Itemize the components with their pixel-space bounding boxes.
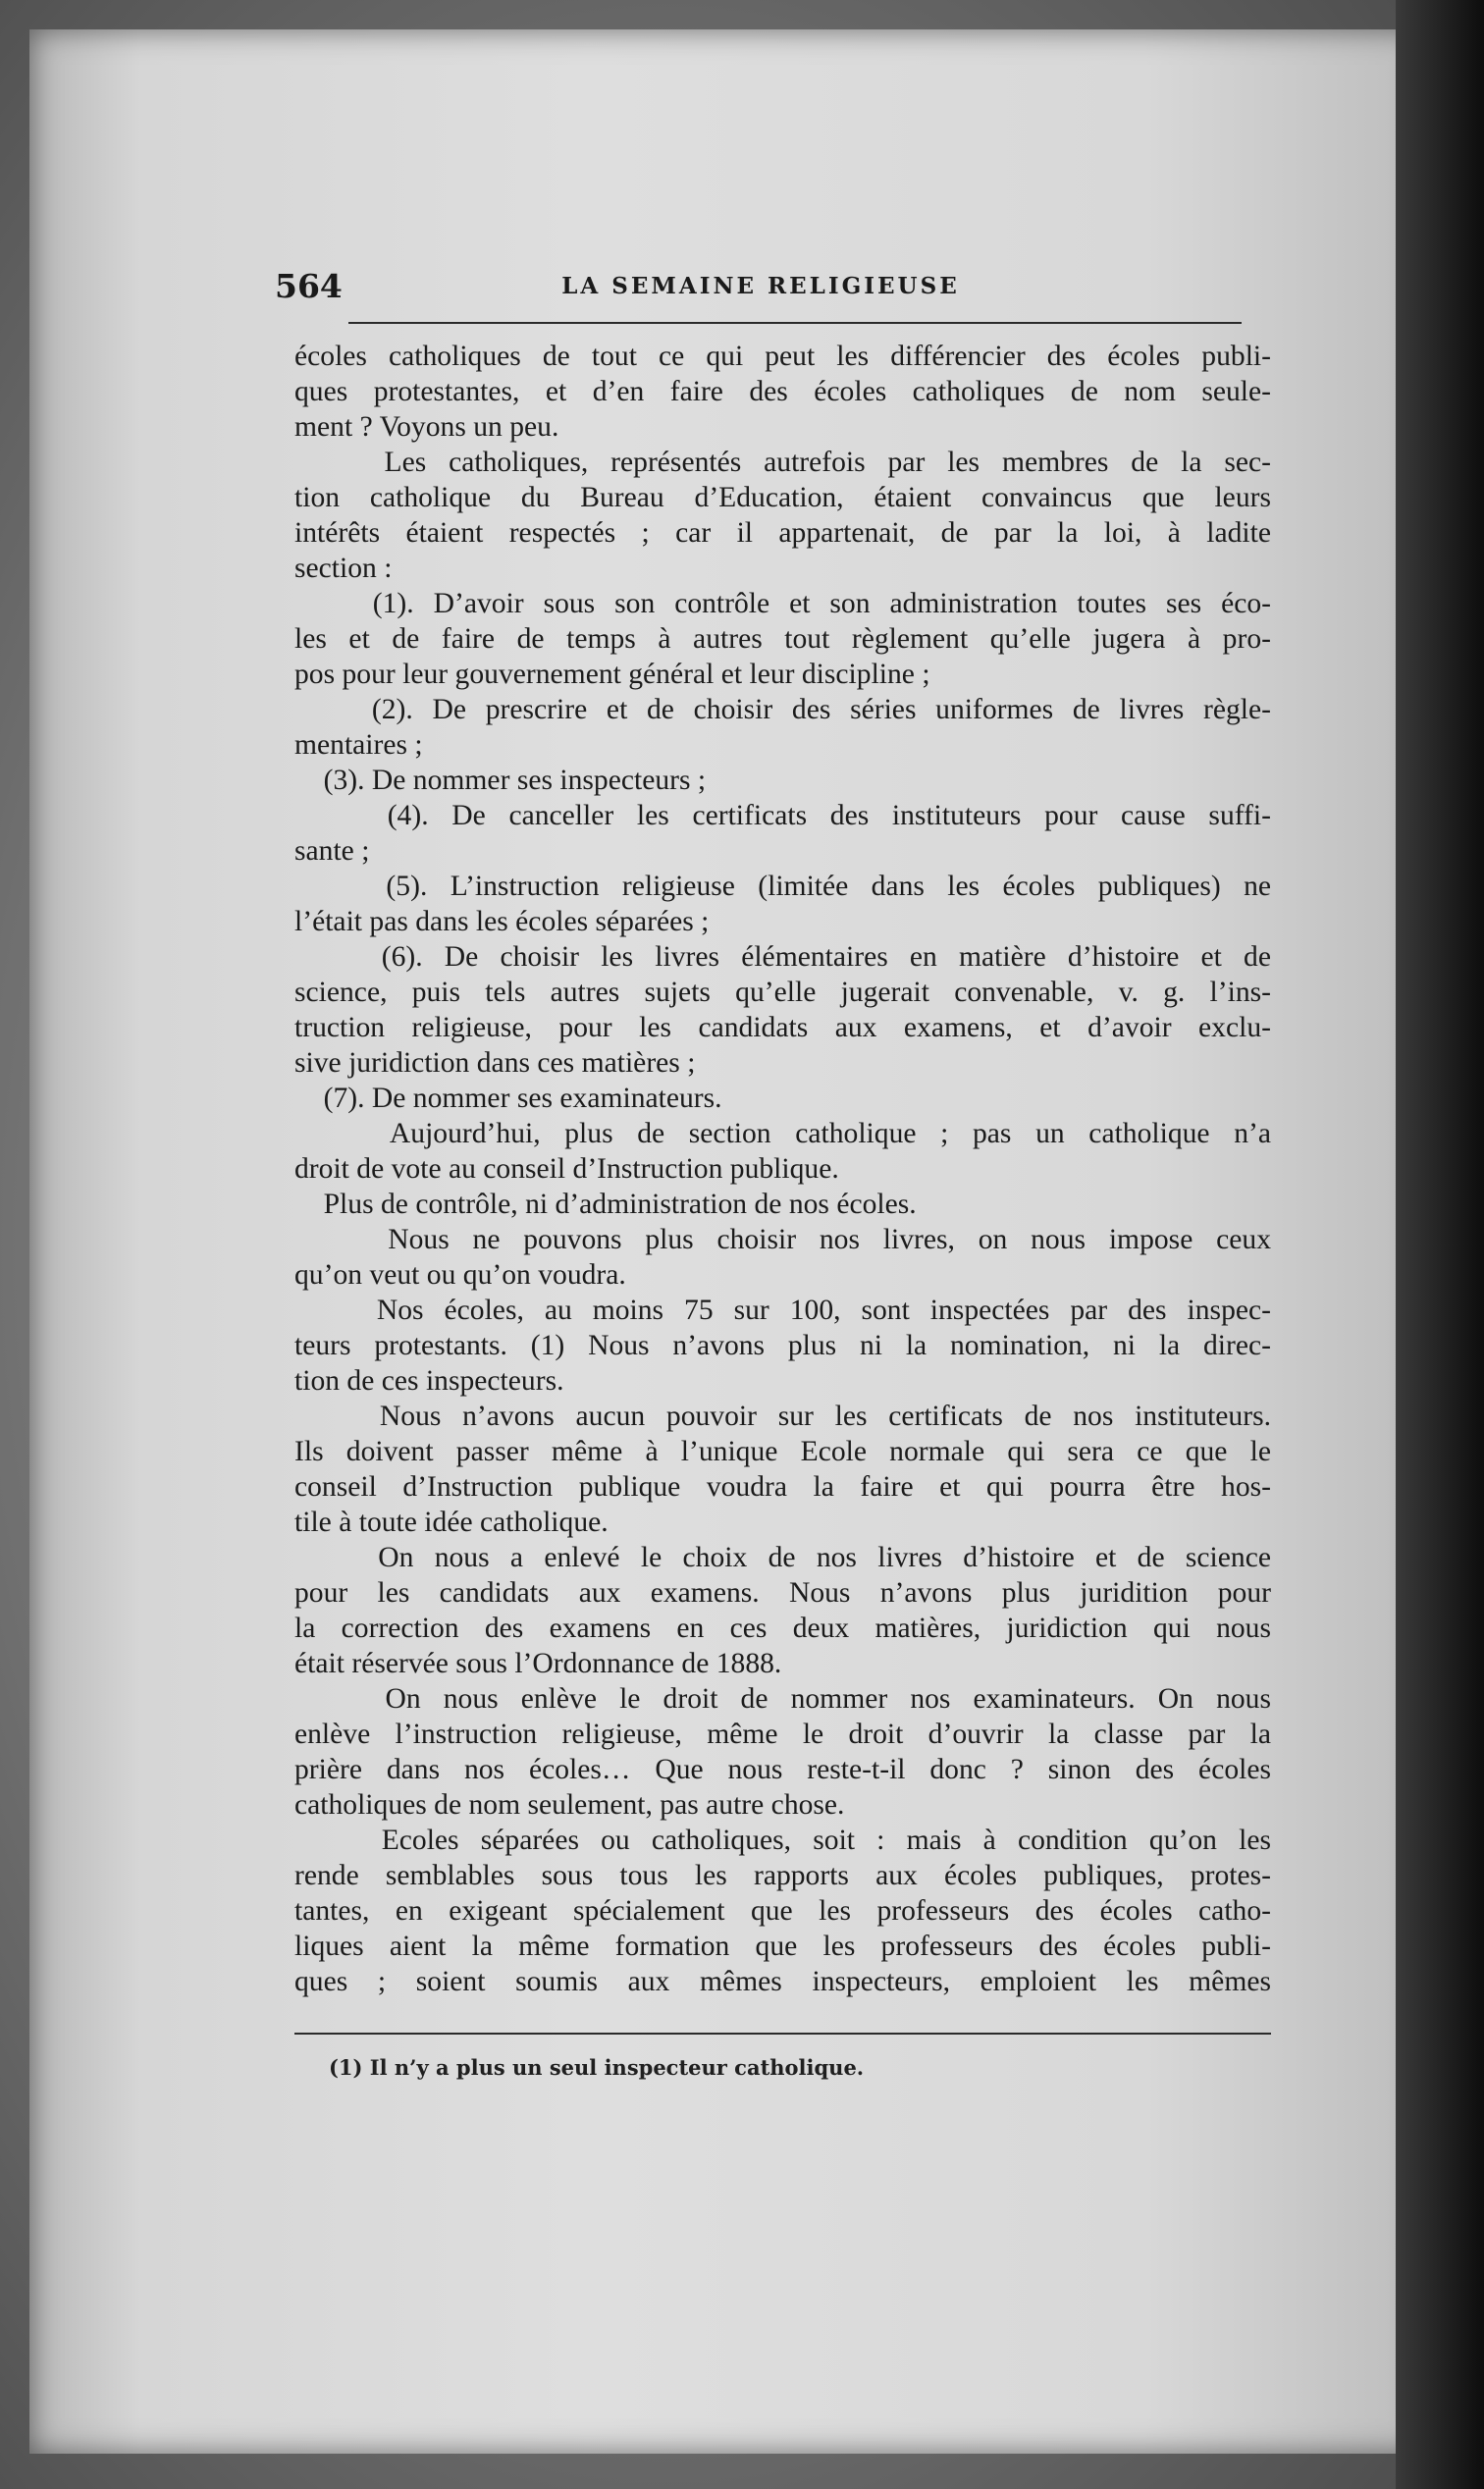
text-line: mentaires ; bbox=[294, 729, 423, 761]
page-header bbox=[275, 267, 1246, 306]
text-line: (5). L’instruction religieuse (limitée dans les écoles publiques) ne bbox=[294, 871, 1271, 902]
text-line: section : bbox=[294, 553, 393, 584]
text-line: tion de ces inspecteurs. bbox=[294, 1365, 564, 1397]
text-line: conseil d’Instruction publique voudra la faire et qui pourra être hos- bbox=[294, 1471, 1271, 1503]
footnote-rule bbox=[294, 2033, 1271, 2035]
text-line: Nos écoles, au moins 75 sur 100, sont inspectées par des inspec- bbox=[294, 1295, 1271, 1326]
text-line: ques protestantes, et d’en faire des écoles catholiques de nom seule- bbox=[294, 376, 1271, 407]
footnote: (1) Il n’y a plus un seul inspecteur catholique. bbox=[329, 2055, 865, 2080]
text-line: catholiques de nom seulement, pas autre chose. bbox=[294, 1789, 845, 1821]
text-line: tile à toute idée catholique. bbox=[294, 1507, 609, 1538]
text-line: tantes, en exigeant spécialement que les professeurs des écoles catho- bbox=[294, 1895, 1271, 1927]
text-line: science, puis tels autres sujets qu’elle jugerait convenable, v. g. l’ins- bbox=[294, 977, 1271, 1008]
text-line: écoles catholiques de tout ce qui peut les différencier des écoles publi- bbox=[294, 341, 1271, 372]
text-line: droit de vote au conseil d’Instruction publique. bbox=[294, 1153, 839, 1185]
text-line: Plus de contrôle, ni d’administration de nos écoles. bbox=[294, 1189, 917, 1220]
text-line: Les catholiques, représentés autrefois par les membres de la sec- bbox=[294, 447, 1271, 478]
text-line: tion catholique du Bureau d’Education, étaient convaincus que leurs bbox=[294, 482, 1271, 513]
text-line: sante ; bbox=[294, 835, 370, 867]
text-line: pos pour leur gouvernement général et leur discipline ; bbox=[294, 659, 930, 690]
text-line: prière dans nos écoles… Que nous reste-t-il donc ? sinon des écoles bbox=[294, 1754, 1271, 1785]
text-line: (4). De canceller les certificats des instituteurs pour cause suffi- bbox=[294, 800, 1271, 831]
text-line: rende semblables sous tous les rapports aux écoles publiques, protes- bbox=[294, 1860, 1271, 1891]
text-line: enlève l’instruction religieuse, même le droit d’ouvrir la classe par la bbox=[294, 1719, 1271, 1750]
page-number: 564 bbox=[275, 267, 343, 305]
text-line: (6). De choisir les livres élémentaires en matière d’histoire et de bbox=[294, 941, 1271, 973]
gutter-shadow bbox=[1396, 0, 1484, 2489]
text-line: (1). D’avoir sous son contrôle et son administration toutes ses éco- bbox=[294, 588, 1271, 619]
text-line: truction religieuse, pour les candidats aux examens, et d’avoir exclu- bbox=[294, 1012, 1271, 1043]
text-line: (7). De nommer ses examinateurs. bbox=[294, 1083, 722, 1114]
text-line: ques ; soient soumis aux mêmes inspecteurs, emploient les mêmes bbox=[294, 1966, 1271, 1997]
text-line: teurs protestants. (1) Nous n’avons plus ni la nomination, ni la direc- bbox=[294, 1330, 1271, 1361]
header-rule bbox=[348, 322, 1242, 324]
text-line: intérêts étaient respectés ; car il appartenait, de par la loi, à ladite bbox=[294, 517, 1271, 549]
text-line: était réservée sous l’Ordonnance de 1888. bbox=[294, 1648, 782, 1679]
text-line: Nous ne pouvons plus choisir nos livres, on nous impose ceux bbox=[294, 1224, 1271, 1255]
text-line: (3). De nommer ses inspecteurs ; bbox=[294, 765, 707, 796]
text-line: ment ? Voyons un peu. bbox=[294, 411, 559, 443]
text-line: On nous enlève le droit de nommer nos examinateurs. On nous bbox=[294, 1683, 1271, 1715]
text-line: Aujourd’hui, plus de section catholique ; pas un catholique n’a bbox=[294, 1118, 1271, 1149]
text-line: les et de faire de temps à autres tout règlement qu’elle jugera à pro- bbox=[294, 623, 1271, 655]
text-line: l’était pas dans les écoles séparées ; bbox=[294, 906, 710, 937]
text-line: (2). De prescrire et de choisir des séries uniformes de livres règle- bbox=[294, 694, 1271, 725]
text-line: qu’on veut ou qu’on voudra. bbox=[294, 1259, 626, 1291]
text-line: pour les candidats aux examens. Nous n’avons plus juridition pour bbox=[294, 1577, 1271, 1609]
text-line: liques aient la même formation que les professeurs des écoles publi- bbox=[294, 1931, 1271, 1962]
body-text bbox=[294, 339, 1271, 1999]
text-line: Ecoles séparées ou catholiques, soit : mais à condition qu’on les bbox=[294, 1825, 1271, 1856]
text-line: Ils doivent passer même à l’unique Ecole normale qui sera ce que le bbox=[294, 1436, 1271, 1467]
running-head: LA SEMAINE RELIGIEUSE bbox=[561, 273, 960, 299]
text-line: Nous n’avons aucun pouvoir sur les certificats de nos instituteurs. bbox=[294, 1401, 1271, 1432]
text-line: On nous a enlevé le choix de nos livres d’histoire et de science bbox=[294, 1542, 1271, 1573]
text-line: la correction des examens en ces deux matières, juridiction qui nous bbox=[294, 1613, 1271, 1644]
text-line: sive juridiction dans ces matières ; bbox=[294, 1047, 696, 1079]
